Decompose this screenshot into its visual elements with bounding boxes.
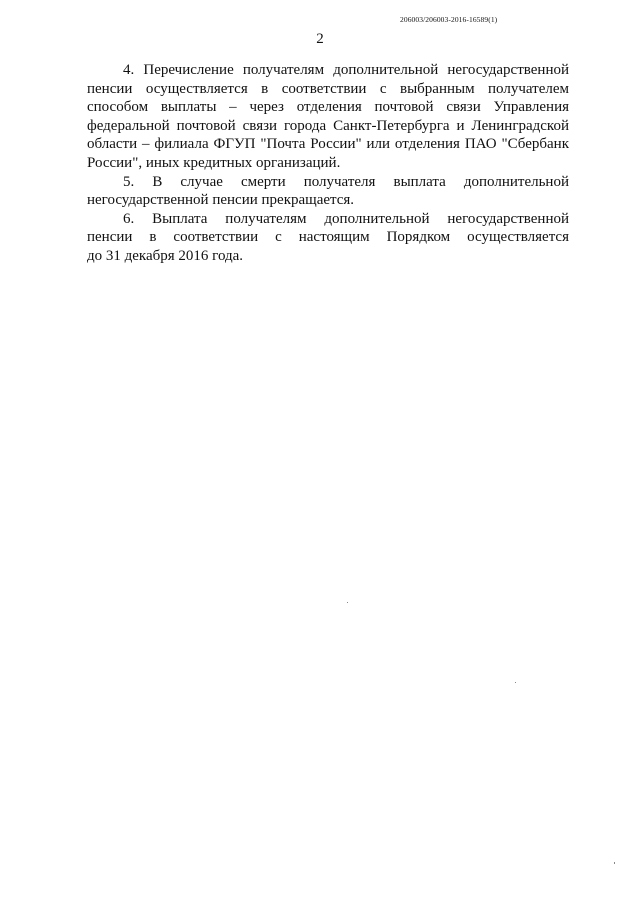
text-line: федеральной почтовой связи города Санкт-Петербурга и Ленинградской xyxy=(87,117,569,134)
scan-speck xyxy=(347,602,348,603)
scan-speck xyxy=(614,862,615,864)
text-line: пенсии осуществляется в соответствии с выбранным получателем xyxy=(87,80,569,97)
paragraph-4 xyxy=(87,61,569,173)
document-body xyxy=(87,61,569,266)
text-line: 6. Выплата получателям дополнительной негосударственной xyxy=(123,210,569,227)
text-line: до 31 декабря 2016 года. xyxy=(87,247,244,264)
paragraph-5 xyxy=(87,173,569,210)
text-line: негосударственной пенсии прекращается. xyxy=(87,192,355,209)
text-line: пенсии в соответствии с настоящим Порядком осуществляется xyxy=(87,229,569,246)
page-number: 2 xyxy=(316,31,324,47)
document-id: 206003/206003-2016-16589(1) xyxy=(400,15,498,24)
text-line: способом выплаты – через отделения почтовой связи Управления xyxy=(87,99,569,116)
text-line: 4. Перечисление получателям дополнительной негосударственной xyxy=(123,62,569,78)
text-line: 5. В случае смерти получателя выплата дополнительной xyxy=(123,173,569,190)
text-line: России", иных кредитных организаций. xyxy=(87,154,341,171)
paragraph-6 xyxy=(87,210,569,266)
text-line: области – филиала ФГУП "Почта России" или отделения ПАО "Сбербанк xyxy=(87,136,569,153)
scan-speck xyxy=(515,682,516,683)
